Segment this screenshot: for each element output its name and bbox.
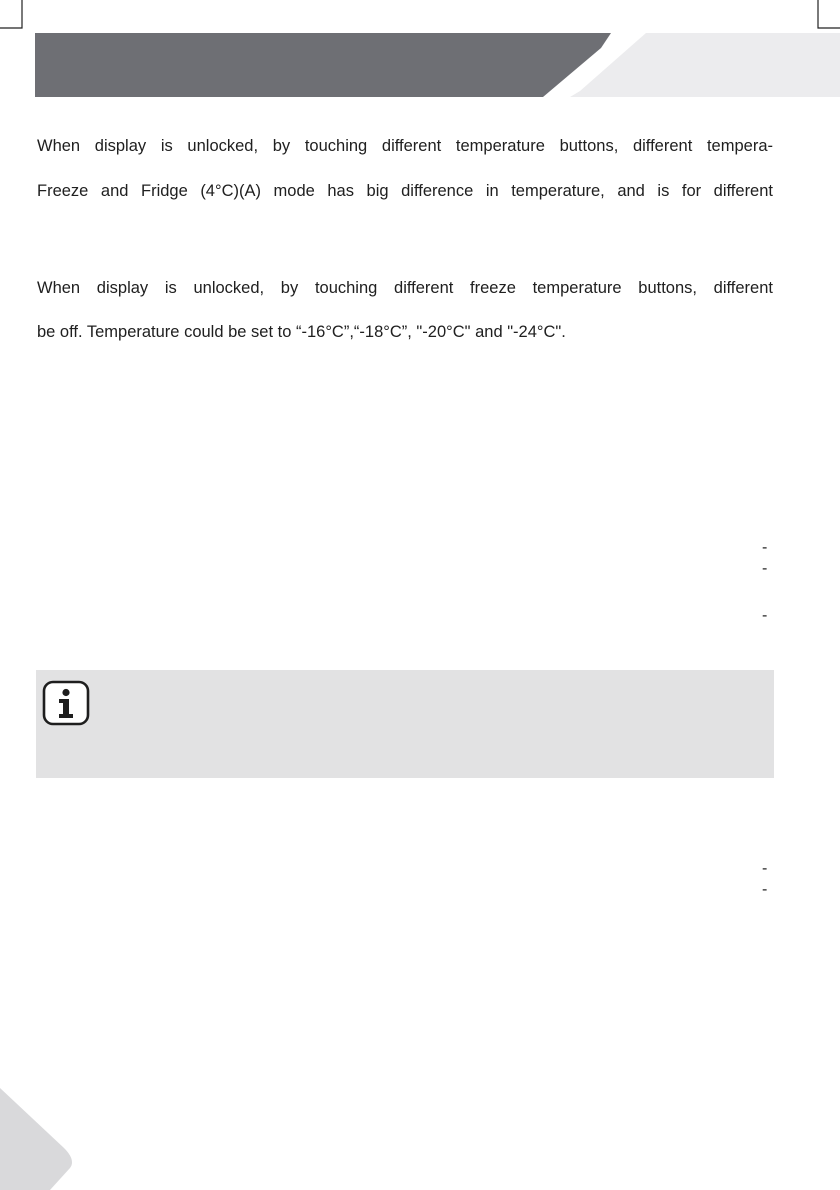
info-note-box (36, 670, 774, 778)
hyphen-mark: - (762, 860, 768, 877)
crop-marks (0, 0, 840, 30)
hyphen-mark: - (762, 539, 768, 556)
paragraph-freeze-fridge-mode: Freeze and Fridge (4°C)(A) mode has big difference in temperature, and is for different (37, 182, 773, 200)
hyphen-mark: - (762, 560, 768, 577)
hyphen-mark: - (762, 881, 768, 898)
page-corner-decoration (0, 1088, 76, 1190)
info-icon (42, 680, 90, 726)
hyphen-mark: - (762, 607, 768, 624)
header-band (35, 33, 611, 97)
paragraph-freeze-temperature-buttons: When display is unlocked, by touching different freeze temperature buttons, different (37, 279, 773, 297)
header-tab (570, 33, 840, 97)
paragraph-temperature-buttons: When display is unlocked, by touching different temperature buttons, different tempera- (37, 137, 773, 155)
paragraph-temperature-options: be off. Temperature could be set to “-16°C”,“-18°C”, "-20°C" and "-24°C". (37, 323, 566, 341)
